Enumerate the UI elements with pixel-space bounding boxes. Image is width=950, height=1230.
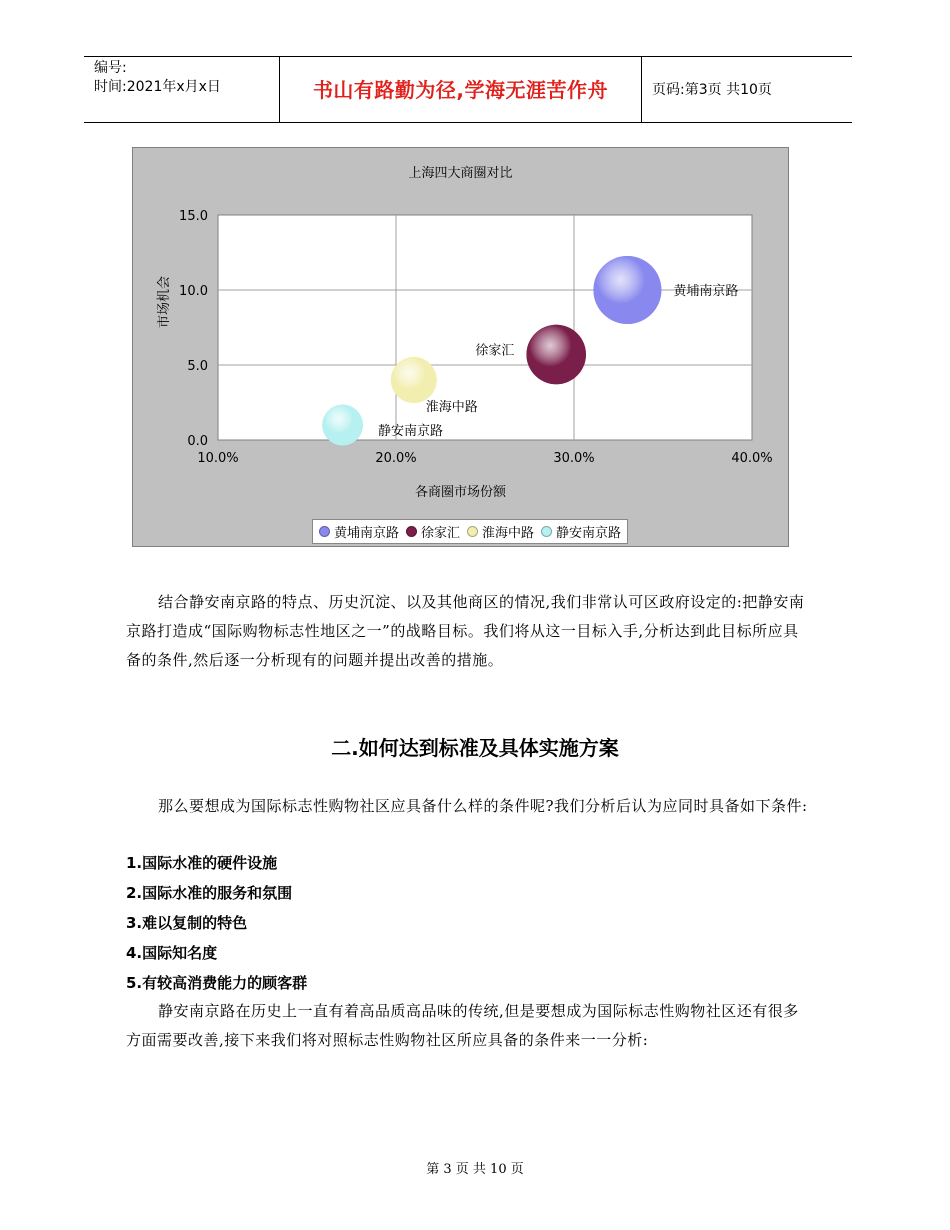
chart-data-label: 黄埔南京路: [673, 284, 739, 299]
chart-x-tick-label: 10.0%: [197, 451, 239, 466]
chart-bubble-highlight-2: [526, 325, 586, 385]
header-left-cell: [84, 57, 279, 122]
paragraph-3: 静安南京路在历史上一直有着高品质高品味的传统,但是要想成为国际标志性购物社区还有很多方面需要改善,接下来我们将对照标志性购物社区所应具备的条件来一一分析:: [126, 1002, 799, 1049]
chart-y-axis-label: 市场机会: [157, 275, 172, 328]
legend-item: [319, 522, 399, 541]
legend-marker-icon: [406, 526, 417, 537]
legend-marker-icon: [541, 526, 552, 537]
legend-marker-icon: [467, 526, 478, 537]
chart-legend: [312, 519, 628, 544]
header-motto: 书山有路勤为径,学海无涯苦作舟: [312, 78, 609, 102]
condition-item-1: 1.国际水准的硬件设施: [126, 854, 278, 872]
chart-x-axis-label: 各商圈市场份额: [414, 485, 506, 500]
legend-label: 静安南京路: [556, 526, 622, 541]
condition-item-2: 2.国际水准的服务和氛围: [126, 884, 293, 902]
legend-label: 徐家汇: [421, 526, 461, 541]
legend-marker-icon: [319, 526, 330, 537]
paragraph-2: 那么要想成为国际标志性购物社区应具备什么样的条件呢?我们分析后认为应同时具备如下条件:: [158, 797, 808, 815]
chart-plot-area: [218, 215, 752, 440]
section-heading: 二.如何达到标准及具体实施方案: [331, 736, 619, 760]
condition-item-3: 3.难以复制的特色: [126, 914, 248, 932]
chart-x-tick-label: 30.0%: [553, 451, 595, 466]
page-header: [84, 56, 852, 123]
legend-label: 黄埔南京路: [334, 526, 400, 541]
chart-y-tick-label: 5.0: [187, 359, 208, 374]
header-page-cell: [642, 57, 852, 122]
chart-data-label: 淮海中路: [425, 399, 478, 415]
chart-bubble-highlight-3: [391, 357, 437, 403]
header-motto-cell: [279, 57, 642, 122]
page-footer: 第 3 页 共 10 页: [426, 1162, 524, 1177]
legend-label: 淮海中路: [482, 526, 535, 541]
chart-y-tick-label: 10.0: [179, 284, 208, 299]
chart-x-tick-label: 40.0%: [731, 451, 773, 466]
condition-item-4: 4.国际知名度: [126, 944, 218, 962]
chart-title: 上海四大商圈对比: [408, 166, 513, 181]
document-number-label: 编号:: [94, 60, 127, 76]
chart-data-label: 静安南京路: [378, 424, 444, 439]
paragraph-1: 结合静安南京路的特点、历史沉淀、以及其他商区的情况,我们非常认可区政府设定的:把静安南京路打造成“国际购物标志性地区之一”的战略目标。我们将从这一目标入手,分析达到此目标所应具备的条件,然后逐一分析现有的问题并提出改善的措施。: [126, 593, 805, 669]
chart-y-tick-label: 0.0: [187, 434, 208, 449]
chart-bubble-highlight-1: [593, 256, 661, 324]
chart-y-tick-label: 15.0: [179, 209, 208, 224]
condition-item-5: 5.有较高消费能力的顾客群: [126, 974, 308, 992]
header-page-number: 页码:第3页 共10页: [652, 81, 772, 98]
chart-bubble-highlight-4: [322, 405, 363, 446]
legend-item: [541, 522, 621, 541]
document-time-label: 时间:2021年x月x日: [94, 79, 221, 95]
legend-item: [406, 522, 460, 541]
bubble-chart: [132, 147, 789, 547]
chart-data-label: 徐家汇: [475, 343, 515, 359]
chart-x-tick-label: 20.0%: [375, 451, 417, 466]
legend-item: [467, 522, 534, 541]
